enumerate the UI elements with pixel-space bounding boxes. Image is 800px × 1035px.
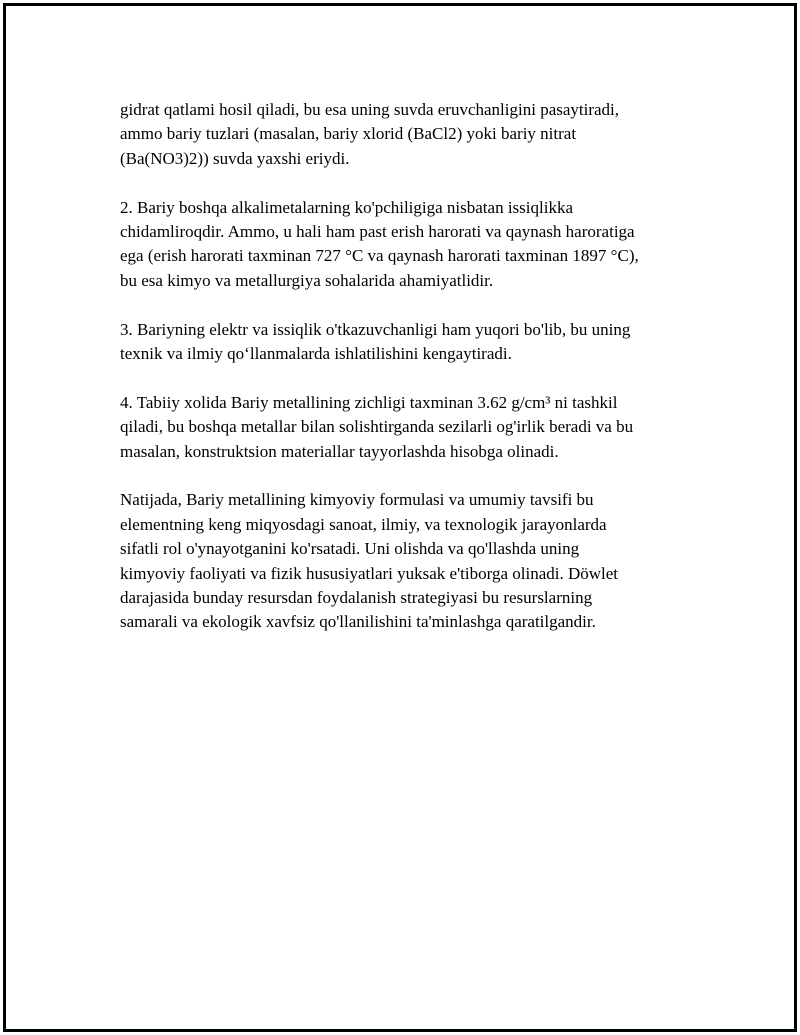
text-line: darajasida bunday resursdan foydalanish strategiyasi bu resurslarning — [120, 588, 593, 608]
text-line: bu esa kimyo va metallurgiya sohalarida ahamiyatlidir. — [120, 270, 494, 290]
text-line: kimyoviy faoliyati va fizik hususiyatlari yuksak e'tiborga olinadi. Döwlet — [120, 563, 619, 583]
text-line: samarali va ekologik xavfsiz qo'llanilishini ta'minlashga qaratilgandir. — [120, 612, 596, 632]
text-line: elementning keng miqyosdagi sanoat, ilmiy, va texnologik jarayonlarda — [120, 514, 607, 534]
paragraph-conclusion — [120, 488, 692, 634]
text-line: Natijada, Bariy metallining kimyoviy formulasi va umumiy tavsifi bu — [120, 490, 594, 510]
text-line: masalan, konstruktsion materiallar tayyorlashda hisobga olinadi. — [120, 441, 559, 461]
text-line: 2. Bariy boshqa alkalimetalarning ko'pchiligiga nisbatan issiqlikka — [120, 197, 573, 217]
text-line: 3. Bariyning elektr va issiqlik o'tkazuvchanligi ham yuqori bo'lib, bu uning — [120, 319, 631, 339]
document-body — [120, 98, 692, 659]
page-frame — [3, 3, 797, 1032]
text-line: 4. Tabiiy xolida Bariy metallining zichligi taxminan 3.62 g/cm³ ni tashkil — [120, 392, 618, 412]
paragraph-item-4 — [120, 391, 692, 464]
text-line: texnik va ilmiy qo‘llanmalarda ishlatilishini kengaytiradi. — [120, 344, 512, 364]
text-line: (Ba(NO3)2)) suvda yaxshi eriydi. — [120, 148, 350, 168]
paragraph-item-2 — [120, 196, 692, 294]
text-line: qiladi, bu boshqa metallar bilan solishtirganda sezilarli og'irlik beradi va bu — [120, 417, 634, 437]
text-line: ammo bariy tuzlari (masalan, bariy xlorid (BaCl2) yoki bariy nitrat — [120, 124, 577, 144]
text-line: ega (erish harorati taxminan 727 °C va qaynash harorati taxminan 1897 °C), — [120, 246, 639, 266]
text-line: sifatli rol o'ynayotganini ko'rsatadi. Uni olishda va qo'llashda uning — [120, 539, 580, 559]
text-line: chidamliroqdir. Ammo, u hali ham past erish harorati va qaynash haroratiga — [120, 222, 635, 242]
paragraph-item-3 — [120, 318, 692, 367]
text-line: gidrat qatlami hosil qiladi, bu esa uning suvda eruvchanligini pasaytiradi, — [120, 100, 620, 119]
paragraph-intro-continuation — [120, 98, 692, 171]
